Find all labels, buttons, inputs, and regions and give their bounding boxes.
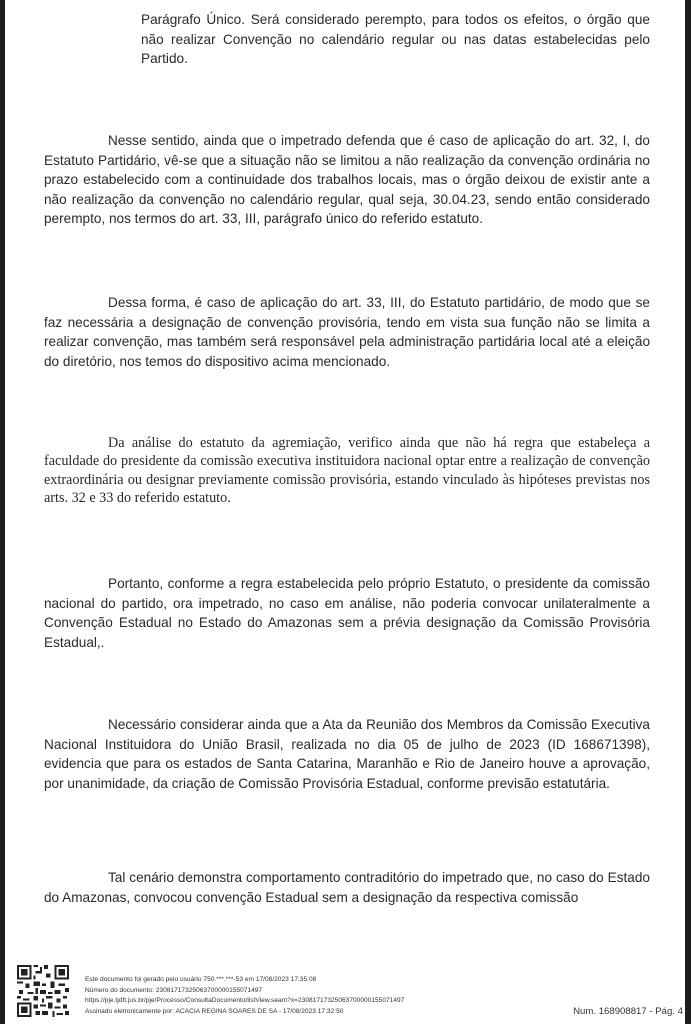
paragraph-4: Portanto, conforme a regra estabelecida pelo próprio Estatuto, o presidente da comissão nacional do partido, ora impetrado, no caso em análise, não poderia convocar unilateralmente a Convenção Estadual no Estado do Amazonas sem a prévia designação da Comissão Provisória Estadual,. xyxy=(44,576,650,650)
footer-document-number: Número do documento: 23081717325063700000155071497 xyxy=(85,986,263,994)
qr-code-icon xyxy=(17,965,69,1017)
document-page xyxy=(5,0,685,1024)
quote-paragraph: Parágrafo Único. Será considerado perempto, para todos os efeitos, o órgão que não realizar Convenção no calendário regular ou nas datas estabelecidas pelo Partido. xyxy=(141,12,650,67)
footer-signature-info xyxy=(85,975,404,1017)
paragraph-6: Tal cenário demonstra comportamento contraditório do impetrado que, no caso do Estado do Amazonas, convocou convenção Estadual sem a designação da respectiva comissão xyxy=(44,870,650,905)
paragraph-5: Necessário considerar ainda que a Ata da Reunião dos Membros da Comissão Executiva Nacional Instituidora do União Brasil, realizada no dia 05 de julho de 2023 (ID 168671398), evidencia que para os estados de Santa Catarina, Maranhão e Rio de Janeiro houve a aprovação, por unanimidade, da criação de Comissão Provisória Estadual, conforme previsão estatutária. xyxy=(44,717,650,791)
paragraph-3: Da análise do estatuto da agremiação, verifico ainda que não há regra que estabeleça a faculdade do presidente da comissão executiva instituidora nacional optar entre a realização de convenção extraordinária ou designar previamente comissão provisória, estando vinculado às hipóteses previstas nos arts. 32 e 33 do referido estatuto. xyxy=(44,435,650,507)
footer-signed-by: Assinado eletronicamente por: ACACIA REGINA SOARES DE SA - 17/08/2023 17:32:50 xyxy=(85,1007,344,1015)
paragraph-1: Nesse sentido, ainda que o impetrado defenda que é caso de aplicação do art. 32, I, do Estatuto Partidário, vê-se que a situação não se limitou a não realização da convenção ordinária no prazo estabelecido com a continuidade dos trabalhos locais, mas o órgão deixou de existir ante a não realização da convenção no calendário regular, qual seja, 30.04.23, sendo então considerado perempto, nos termos do art. 33, III, parágrafo único do referido estatuto. xyxy=(44,133,650,227)
footer-url[interactable]: https://pje.tjdft.jus.br/pje/Processo/ConsultaDocumento/listView.seam?x=23081717325063700000155071497 xyxy=(85,997,405,1005)
paragraph-2: Dessa forma, é caso de aplicação do art. 33, III, do Estatuto partidário, de modo que se faz necessária a designação de convenção provisória, tendo em vista sua função não se limita a realizar convenção, mas também será responsável pela administração partidária local até a eleição do diretório, nos temos do dispositivo acima mencionado. xyxy=(44,295,650,369)
page-number: Num. 168908817 - Pág. 4 xyxy=(573,1006,683,1017)
footer-generated-line: Este documento foi gerado pelo usuário 750.***.***-53 em 17/08/2023 17:35:08 xyxy=(85,976,317,983)
